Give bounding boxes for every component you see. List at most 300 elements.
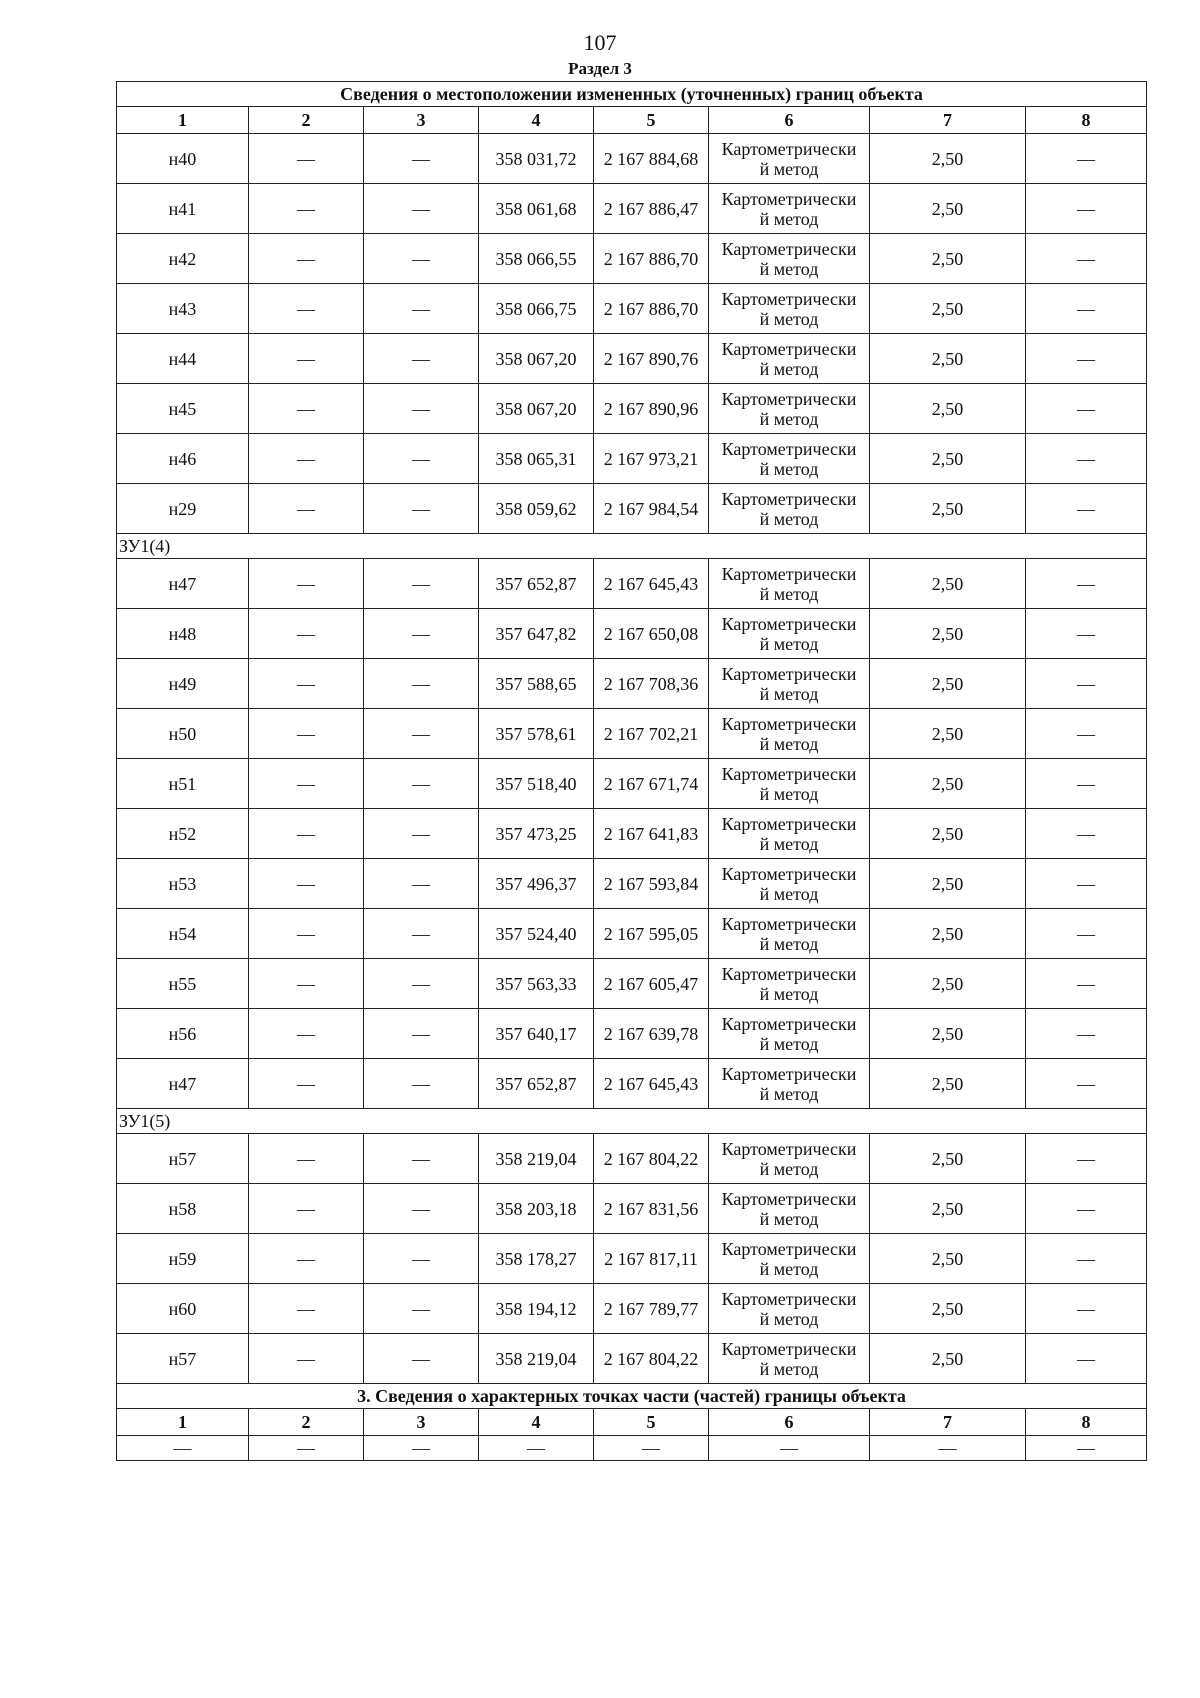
- col8-cell: —: [1026, 1059, 1147, 1109]
- x-coordinate-cell: 358 067,20: [479, 334, 594, 384]
- col8-cell: —: [1026, 1184, 1147, 1234]
- method-line1: Картометрически: [721, 613, 857, 634]
- method-cell: [709, 1284, 870, 1334]
- y-coordinate-cell: 2 167 831,56: [594, 1184, 709, 1234]
- point-id-cell: н49: [117, 659, 249, 709]
- x-coordinate-cell: 358 065,31: [479, 434, 594, 484]
- method-cell: [709, 909, 870, 959]
- method-line1: Картометрически: [721, 863, 857, 884]
- table-row: [117, 659, 1147, 709]
- column-number: 6: [709, 1409, 870, 1436]
- method-line1: Картометрически: [721, 663, 857, 684]
- col3-cell: —: [364, 559, 479, 609]
- method-line1: Картометрически: [721, 188, 857, 209]
- col3-cell: —: [364, 234, 479, 284]
- x-coordinate-cell: 357 518,40: [479, 759, 594, 809]
- method-line2: й метод: [759, 1358, 819, 1379]
- col3-cell: —: [364, 759, 479, 809]
- method-line1: Картометрически: [721, 1013, 857, 1034]
- x-coordinate-cell: 358 059,62: [479, 484, 594, 534]
- empty-cell: —: [1026, 1436, 1147, 1461]
- col2-cell: —: [249, 284, 364, 334]
- table-row: [117, 709, 1147, 759]
- column-number-row: [117, 107, 1147, 134]
- x-coordinate-cell: 357 647,82: [479, 609, 594, 659]
- method-line1: Картометрически: [721, 913, 857, 934]
- col2-cell: —: [249, 609, 364, 659]
- y-coordinate-cell: 2 167 650,08: [594, 609, 709, 659]
- point-id-cell: н57: [117, 1134, 249, 1184]
- method-line2: й метод: [759, 1158, 819, 1179]
- method-line1: Картометрически: [721, 438, 857, 459]
- table-row: [117, 484, 1147, 534]
- x-coordinate-cell: 358 061,68: [479, 184, 594, 234]
- col3-cell: —: [364, 809, 479, 859]
- method-line1: Картометрически: [721, 1063, 857, 1084]
- accuracy-cell: 2,50: [870, 1134, 1026, 1184]
- accuracy-cell: 2,50: [870, 484, 1026, 534]
- x-coordinate-cell: 357 640,17: [479, 1009, 594, 1059]
- point-id-cell: н41: [117, 184, 249, 234]
- col2-cell: —: [249, 384, 364, 434]
- method-line2: й метод: [759, 933, 819, 954]
- table-row: [117, 1059, 1147, 1109]
- method-cell: [709, 1009, 870, 1059]
- method-line1: Картометрически: [721, 963, 857, 984]
- method-line2: й метод: [759, 208, 819, 229]
- x-coordinate-cell: 357 588,65: [479, 659, 594, 709]
- col2-cell: —: [249, 234, 364, 284]
- col3-cell: —: [364, 659, 479, 709]
- column-number: 8: [1026, 107, 1147, 134]
- point-id-cell: н53: [117, 859, 249, 909]
- y-coordinate-cell: 2 167 639,78: [594, 1009, 709, 1059]
- col8-cell: —: [1026, 659, 1147, 709]
- col8-cell: —: [1026, 1234, 1147, 1284]
- col8-cell: —: [1026, 1009, 1147, 1059]
- point-id-cell: н54: [117, 909, 249, 959]
- col3-cell: —: [364, 1284, 479, 1334]
- accuracy-cell: 2,50: [870, 909, 1026, 959]
- point-id-cell: н48: [117, 609, 249, 659]
- method-cell: [709, 959, 870, 1009]
- part-title-row: [117, 1384, 1147, 1409]
- part-column-number-row: [117, 1409, 1147, 1436]
- method-line1: Картометрически: [721, 763, 857, 784]
- x-coordinate-cell: 358 067,20: [479, 384, 594, 434]
- method-cell: [709, 234, 870, 284]
- accuracy-cell: 2,50: [870, 434, 1026, 484]
- col2-cell: —: [249, 134, 364, 184]
- method-line1: Картометрически: [721, 1288, 857, 1309]
- accuracy-cell: 2,50: [870, 609, 1026, 659]
- col8-cell: —: [1026, 759, 1147, 809]
- method-line2: й метод: [759, 258, 819, 279]
- y-coordinate-cell: 2 167 641,83: [594, 809, 709, 859]
- col2-cell: —: [249, 1059, 364, 1109]
- accuracy-cell: 2,50: [870, 809, 1026, 859]
- col3-cell: —: [364, 184, 479, 234]
- method-line2: й метод: [759, 983, 819, 1004]
- method-line2: й метод: [759, 683, 819, 704]
- x-coordinate-cell: 357 652,87: [479, 1059, 594, 1109]
- accuracy-cell: 2,50: [870, 1234, 1026, 1284]
- table-row: [117, 134, 1147, 184]
- y-coordinate-cell: 2 167 890,96: [594, 384, 709, 434]
- empty-cell: —: [364, 1436, 479, 1461]
- col3-cell: —: [364, 909, 479, 959]
- col2-cell: —: [249, 1134, 364, 1184]
- method-line2: й метод: [759, 308, 819, 329]
- col3-cell: —: [364, 384, 479, 434]
- method-line2: й метод: [759, 508, 819, 529]
- method-cell: [709, 1334, 870, 1384]
- method-line1: Картометрически: [721, 488, 857, 509]
- col3-cell: —: [364, 1334, 479, 1384]
- method-line1: Картометрически: [721, 288, 857, 309]
- accuracy-cell: 2,50: [870, 559, 1026, 609]
- method-line1: Картометрически: [721, 713, 857, 734]
- point-id-cell: н47: [117, 1059, 249, 1109]
- column-number: 7: [870, 1409, 1026, 1436]
- column-number: 4: [479, 107, 594, 134]
- column-number: 2: [249, 107, 364, 134]
- point-id-cell: н46: [117, 434, 249, 484]
- accuracy-cell: 2,50: [870, 1334, 1026, 1384]
- col3-cell: —: [364, 334, 479, 384]
- method-line1: Картометрически: [721, 388, 857, 409]
- empty-cell: —: [870, 1436, 1026, 1461]
- y-coordinate-cell: 2 167 708,36: [594, 659, 709, 709]
- col3-cell: —: [364, 1059, 479, 1109]
- method-cell: [709, 434, 870, 484]
- method-line2: й метод: [759, 583, 819, 604]
- y-coordinate-cell: 2 167 817,11: [594, 1234, 709, 1284]
- column-number: 2: [249, 1409, 364, 1436]
- col2-cell: —: [249, 659, 364, 709]
- x-coordinate-cell: 357 473,25: [479, 809, 594, 859]
- x-coordinate-cell: 358 194,12: [479, 1284, 594, 1334]
- method-line2: й метод: [759, 783, 819, 804]
- y-coordinate-cell: 2 167 884,68: [594, 134, 709, 184]
- col8-cell: —: [1026, 434, 1147, 484]
- method-cell: [709, 859, 870, 909]
- method-cell: [709, 384, 870, 434]
- method-line2: й метод: [759, 1033, 819, 1054]
- method-cell: [709, 184, 870, 234]
- table-row: [117, 184, 1147, 234]
- col8-cell: —: [1026, 959, 1147, 1009]
- table-row: [117, 559, 1147, 609]
- empty-cell: —: [479, 1436, 594, 1461]
- table-row: [117, 759, 1147, 809]
- table-row: [117, 1234, 1147, 1284]
- x-coordinate-cell: 358 219,04: [479, 1334, 594, 1384]
- method-cell: [709, 284, 870, 334]
- y-coordinate-cell: 2 167 645,43: [594, 1059, 709, 1109]
- col3-cell: —: [364, 284, 479, 334]
- col8-cell: —: [1026, 1334, 1147, 1384]
- col8-cell: —: [1026, 234, 1147, 284]
- method-cell: [709, 1234, 870, 1284]
- accuracy-cell: 2,50: [870, 709, 1026, 759]
- col8-cell: —: [1026, 559, 1147, 609]
- table-row: [117, 959, 1147, 1009]
- method-line1: Картометрически: [721, 1238, 857, 1259]
- x-coordinate-cell: 357 496,37: [479, 859, 594, 909]
- col8-cell: —: [1026, 484, 1147, 534]
- column-number: 5: [594, 1409, 709, 1436]
- method-cell: [709, 1184, 870, 1234]
- accuracy-cell: 2,50: [870, 334, 1026, 384]
- y-coordinate-cell: 2 167 886,70: [594, 284, 709, 334]
- method-cell: [709, 1134, 870, 1184]
- y-coordinate-cell: 2 167 789,77: [594, 1284, 709, 1334]
- point-id-cell: н56: [117, 1009, 249, 1059]
- y-coordinate-cell: 2 167 595,05: [594, 909, 709, 959]
- column-number: 3: [364, 107, 479, 134]
- point-id-cell: н59: [117, 1234, 249, 1284]
- y-coordinate-cell: 2 167 804,22: [594, 1334, 709, 1384]
- method-cell: [709, 559, 870, 609]
- method-cell: [709, 334, 870, 384]
- col8-cell: —: [1026, 709, 1147, 759]
- table-row: [117, 1284, 1147, 1334]
- method-cell: [709, 709, 870, 759]
- y-coordinate-cell: 2 167 593,84: [594, 859, 709, 909]
- col2-cell: —: [249, 1184, 364, 1234]
- boundary-table: [116, 81, 1147, 1461]
- col2-cell: —: [249, 184, 364, 234]
- method-line2: й метод: [759, 458, 819, 479]
- col8-cell: —: [1026, 1284, 1147, 1334]
- method-line1: Картометрически: [721, 1138, 857, 1159]
- method-line1: Картометрически: [721, 238, 857, 259]
- table-title: Сведения о местоположении измененных (уточненных) границ объекта: [117, 82, 1147, 107]
- col2-cell: —: [249, 759, 364, 809]
- part-empty-row: [117, 1436, 1147, 1461]
- method-cell: [709, 609, 870, 659]
- accuracy-cell: 2,50: [870, 859, 1026, 909]
- col8-cell: —: [1026, 609, 1147, 659]
- col8-cell: —: [1026, 909, 1147, 959]
- method-line2: й метод: [759, 633, 819, 654]
- accuracy-cell: 2,50: [870, 384, 1026, 434]
- part-title: 3. Сведения о характерных точках части (частей) границы объекта: [117, 1384, 1147, 1409]
- method-cell: [709, 659, 870, 709]
- table-row: [117, 1184, 1147, 1234]
- point-id-cell: н51: [117, 759, 249, 809]
- table-row: [117, 1334, 1147, 1384]
- method-cell: [709, 484, 870, 534]
- col3-cell: —: [364, 1009, 479, 1059]
- point-id-cell: н43: [117, 284, 249, 334]
- point-id-cell: н45: [117, 384, 249, 434]
- column-number: 5: [594, 107, 709, 134]
- col2-cell: —: [249, 1284, 364, 1334]
- accuracy-cell: 2,50: [870, 659, 1026, 709]
- col3-cell: —: [364, 484, 479, 534]
- col3-cell: —: [364, 1184, 479, 1234]
- table-row: [117, 809, 1147, 859]
- point-id-cell: н55: [117, 959, 249, 1009]
- col2-cell: —: [249, 809, 364, 859]
- col3-cell: —: [364, 709, 479, 759]
- point-id-cell: н50: [117, 709, 249, 759]
- column-number: 7: [870, 107, 1026, 134]
- table-row: [117, 334, 1147, 384]
- group-row: [117, 534, 1147, 559]
- table-row: [117, 1134, 1147, 1184]
- method-line2: й метод: [759, 883, 819, 904]
- col8-cell: —: [1026, 859, 1147, 909]
- point-id-cell: н44: [117, 334, 249, 384]
- method-line2: й метод: [759, 1308, 819, 1329]
- col8-cell: —: [1026, 384, 1147, 434]
- empty-cell: —: [117, 1436, 249, 1461]
- table-row: [117, 609, 1147, 659]
- table-row: [117, 859, 1147, 909]
- empty-cell: —: [594, 1436, 709, 1461]
- col2-cell: —: [249, 434, 364, 484]
- col2-cell: —: [249, 1334, 364, 1384]
- method-line1: Картометрически: [721, 338, 857, 359]
- col3-cell: —: [364, 1234, 479, 1284]
- group-label: ЗУ1(4): [117, 534, 1147, 559]
- y-coordinate-cell: 2 167 645,43: [594, 559, 709, 609]
- point-id-cell: н57: [117, 1334, 249, 1384]
- col8-cell: —: [1026, 284, 1147, 334]
- y-coordinate-cell: 2 167 973,21: [594, 434, 709, 484]
- y-coordinate-cell: 2 167 890,76: [594, 334, 709, 384]
- point-id-cell: н60: [117, 1284, 249, 1334]
- col2-cell: —: [249, 484, 364, 534]
- col8-cell: —: [1026, 1134, 1147, 1184]
- col2-cell: —: [249, 909, 364, 959]
- x-coordinate-cell: 357 524,40: [479, 909, 594, 959]
- col3-cell: —: [364, 959, 479, 1009]
- col3-cell: —: [364, 134, 479, 184]
- y-coordinate-cell: 2 167 605,47: [594, 959, 709, 1009]
- method-line2: й метод: [759, 733, 819, 754]
- table-title-row: [117, 82, 1147, 107]
- y-coordinate-cell: 2 167 886,70: [594, 234, 709, 284]
- col2-cell: —: [249, 559, 364, 609]
- point-id-cell: н47: [117, 559, 249, 609]
- table-row: [117, 434, 1147, 484]
- col3-cell: —: [364, 1134, 479, 1184]
- accuracy-cell: 2,50: [870, 134, 1026, 184]
- col8-cell: —: [1026, 334, 1147, 384]
- column-number: 6: [709, 107, 870, 134]
- x-coordinate-cell: 358 031,72: [479, 134, 594, 184]
- method-line1: Картометрически: [721, 813, 857, 834]
- x-coordinate-cell: 358 066,75: [479, 284, 594, 334]
- col2-cell: —: [249, 959, 364, 1009]
- x-coordinate-cell: 358 066,55: [479, 234, 594, 284]
- method-line2: й метод: [759, 833, 819, 854]
- group-label: ЗУ1(5): [117, 1109, 1147, 1134]
- method-line1: Картометрически: [721, 1338, 857, 1359]
- table-row: [117, 284, 1147, 334]
- col2-cell: —: [249, 859, 364, 909]
- page-number: 107: [583, 30, 617, 55]
- method-line2: й метод: [759, 1258, 819, 1279]
- method-line2: й метод: [759, 358, 819, 379]
- column-number: 1: [117, 1409, 249, 1436]
- method-line2: й метод: [759, 1208, 819, 1229]
- col8-cell: —: [1026, 184, 1147, 234]
- accuracy-cell: 2,50: [870, 1009, 1026, 1059]
- table-row: [117, 1009, 1147, 1059]
- method-line1: Картометрически: [721, 1188, 857, 1209]
- x-coordinate-cell: 357 652,87: [479, 559, 594, 609]
- column-number: 1: [117, 107, 249, 134]
- method-cell: [709, 1059, 870, 1109]
- y-coordinate-cell: 2 167 702,21: [594, 709, 709, 759]
- accuracy-cell: 2,50: [870, 184, 1026, 234]
- x-coordinate-cell: 358 178,27: [479, 1234, 594, 1284]
- col8-cell: —: [1026, 134, 1147, 184]
- x-coordinate-cell: 357 578,61: [479, 709, 594, 759]
- point-id-cell: н42: [117, 234, 249, 284]
- method-cell: [709, 759, 870, 809]
- point-id-cell: н40: [117, 134, 249, 184]
- section-title: Раздел 3: [568, 59, 632, 78]
- accuracy-cell: 2,50: [870, 234, 1026, 284]
- accuracy-cell: 2,50: [870, 1059, 1026, 1109]
- point-id-cell: н29: [117, 484, 249, 534]
- column-number: 3: [364, 1409, 479, 1436]
- column-number: 8: [1026, 1409, 1147, 1436]
- accuracy-cell: 2,50: [870, 759, 1026, 809]
- method-line2: й метод: [759, 158, 819, 179]
- table-row: [117, 909, 1147, 959]
- col8-cell: —: [1026, 809, 1147, 859]
- y-coordinate-cell: 2 167 886,47: [594, 184, 709, 234]
- column-number: 4: [479, 1409, 594, 1436]
- col2-cell: —: [249, 1009, 364, 1059]
- col3-cell: —: [364, 609, 479, 659]
- method-line1: Картометрически: [721, 138, 857, 159]
- col2-cell: —: [249, 1234, 364, 1284]
- table-row: [117, 234, 1147, 284]
- y-coordinate-cell: 2 167 804,22: [594, 1134, 709, 1184]
- table-row: [117, 384, 1147, 434]
- y-coordinate-cell: 2 167 984,54: [594, 484, 709, 534]
- method-cell: [709, 134, 870, 184]
- point-id-cell: н52: [117, 809, 249, 859]
- x-coordinate-cell: 358 203,18: [479, 1184, 594, 1234]
- method-line2: й метод: [759, 1083, 819, 1104]
- col2-cell: —: [249, 334, 364, 384]
- accuracy-cell: 2,50: [870, 1284, 1026, 1334]
- group-row: [117, 1109, 1147, 1134]
- x-coordinate-cell: 357 563,33: [479, 959, 594, 1009]
- col2-cell: —: [249, 709, 364, 759]
- point-id-cell: н58: [117, 1184, 249, 1234]
- x-coordinate-cell: 358 219,04: [479, 1134, 594, 1184]
- col3-cell: —: [364, 434, 479, 484]
- accuracy-cell: 2,50: [870, 959, 1026, 1009]
- table-body: [117, 82, 1147, 1461]
- y-coordinate-cell: 2 167 671,74: [594, 759, 709, 809]
- empty-cell: —: [709, 1436, 870, 1461]
- empty-cell: —: [249, 1436, 364, 1461]
- method-line2: й метод: [759, 408, 819, 429]
- method-line1: Картометрически: [721, 563, 857, 584]
- accuracy-cell: 2,50: [870, 284, 1026, 334]
